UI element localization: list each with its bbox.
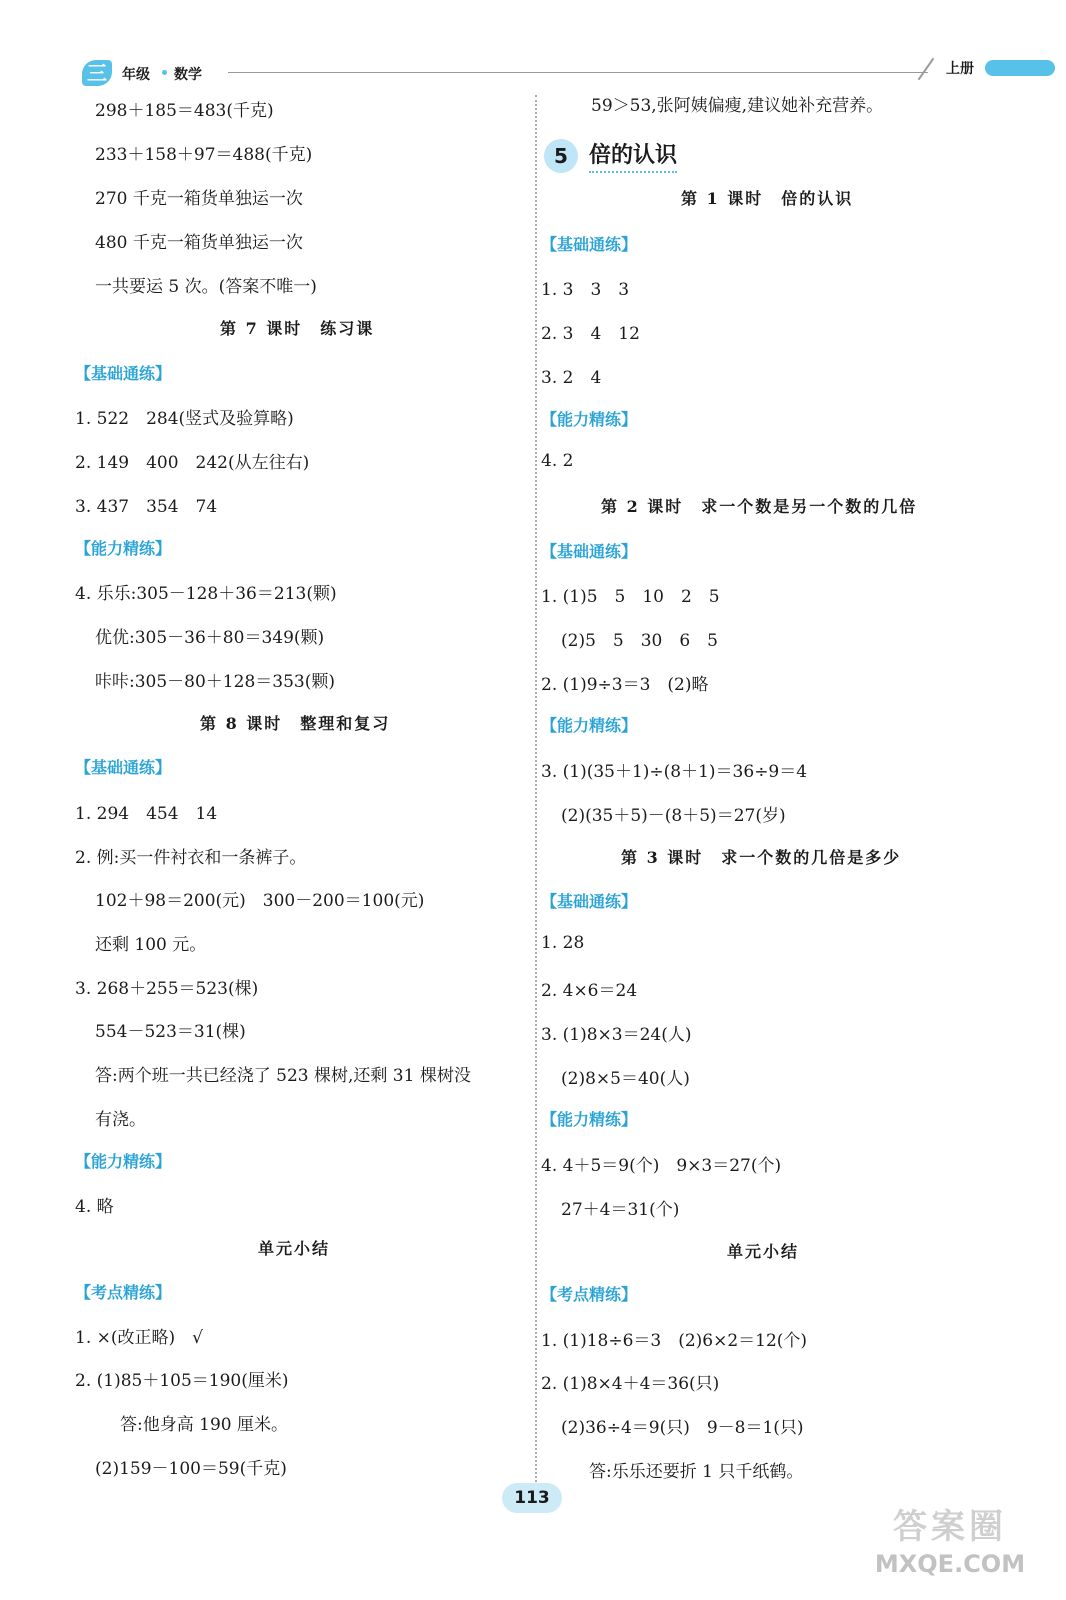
answer-line: 4. 2 [541,451,574,471]
header-slash [918,58,935,80]
section-tag: 【考点精练】 [541,1285,638,1304]
volume-label: 上册 [946,61,974,77]
answer-line: 1. 294 454 14 [75,804,218,824]
watermark-url: MXQE.COM [874,1550,1026,1578]
answer-line: 2. (1)8×4＋4＝36(只) [541,1374,720,1394]
answer-line: 有浇。 [95,1110,146,1130]
section-tag: 【基础通练】 [75,758,172,777]
answer-line: 2. 149 400 242(从左往右) [75,453,310,473]
answer-line: 270 千克一箱货单独运一次 [95,189,303,209]
answer-line: 1. (1)5 5 10 2 5 [541,587,720,607]
answer-line: 2. 例:买一件衬衣和一条裤子。 [75,848,307,868]
answer-line: 3. (1)8×3＝24(人) [541,1025,692,1045]
answer-line: 1. (1)18÷6＝3 (2)6×2＝12(个) [541,1331,808,1351]
answer-line: 59＞53,张阿姨偏瘦,建议她补充营养。 [591,96,884,116]
answer-line: 298＋185＝483(千克) [95,101,274,121]
watermark-logo: 答案圈 [893,1507,1007,1547]
section-tag: 【考点精练】 [75,1283,172,1302]
lesson-title: 第 2 课时 求一个数是另一个数的几倍 [601,497,918,516]
lesson-title: 第 8 课时 整理和复习 [200,714,391,733]
answer-line: 答:乐乐还要折 1 只千纸鹤。 [589,1462,804,1482]
section-tag: 【基础通练】 [541,892,638,911]
section-tag: 【能力精练】 [541,1110,638,1129]
answer-line: 3. (1)(35＋1)÷(8＋1)＝36÷9＝4 [541,762,808,782]
answer-line: (2)(35＋5)－(8＋5)＝27(岁) [561,806,786,826]
section-tag: 【能力精练】 [541,410,638,429]
answer-line: 4. 乐乐:305－128＋36＝213(颗) [75,584,337,604]
unit-number-badge: 5 [544,139,578,173]
answer-line: (2)159－100＝59(千克) [95,1459,287,1479]
answer-line: 优优:305－36＋80＝349(颗) [95,628,325,648]
answer-line: 102＋98＝200(元) 300－200＝100(元) [95,891,425,911]
answer-line: 3. 437 354 74 [75,497,218,517]
answer-line: 1. 3 3 3 [541,280,630,300]
answer-line: 2. (1)9÷3＝3 (2)略 [541,675,709,695]
answer-line: 2. 4×6＝24 [541,981,638,1001]
unit-summary-title: 单元小结 [258,1239,331,1258]
answer-line: 27＋4＝31(个) [561,1200,680,1220]
page-header [70,56,1000,90]
answer-line: 2. (1)85＋105＝190(厘米) [75,1371,289,1391]
grade-label: 年级 [122,67,150,83]
answer-line: 1. 28 [541,933,585,953]
answer-line: (2)5 5 30 6 5 [561,631,718,651]
unit-title: 倍的认识 [589,138,677,173]
section-tag: 【基础通练】 [541,542,638,561]
lesson-title: 第 7 课时 练习课 [220,319,375,338]
answer-line: 3. 2 4 [541,368,602,388]
answer-line: (2)8×5＝40(人) [561,1069,690,1089]
header-rule [228,72,928,73]
answer-line: 1. ×(改正略) √ [75,1328,203,1348]
brand-badge [985,60,1055,76]
lesson-title: 第 1 课时 倍的认识 [681,189,854,208]
answer-line: 还剩 100 元。 [95,935,207,955]
answer-line: 554－523＝31(棵) [95,1022,246,1042]
answer-line: 答:两个班一共已经浇了 523 棵树,还剩 31 棵树没 [95,1066,471,1086]
section-tag: 【能力精练】 [541,716,638,735]
answer-line: 1. 522 284(竖式及验算略) [75,409,294,429]
separator-dot [162,70,167,75]
answer-line: 2. 3 4 12 [541,324,640,344]
section-tag: 【能力精练】 [75,1152,172,1171]
watermark [870,1505,1030,1585]
grade-badge: 三 [82,60,112,86]
answer-line: 233＋158＋97＝488(千克) [95,145,313,165]
answer-line: 一共要运 5 次。(答案不唯一) [95,277,317,297]
section-tag: 【基础通练】 [75,364,172,383]
answer-line: 答:他身高 190 厘米。 [120,1415,288,1435]
lesson-title: 第 3 课时 求一个数的几倍是多少 [621,848,902,867]
answer-line: (2)36÷4＝9(只) 9－8＝1(只) [561,1418,804,1438]
answer-line: 3. 268＋255＝523(棵) [75,979,259,999]
section-tag: 【能力精练】 [75,539,172,558]
column-divider [535,95,537,1490]
section-tag: 【基础通练】 [541,235,638,254]
page-number: 113 [502,1483,562,1513]
answer-line: 480 千克一箱货单独运一次 [95,233,303,253]
answer-line: 咔咔:305－80＋128＝353(颗) [95,672,335,692]
unit-summary-title: 单元小结 [727,1242,800,1261]
answer-line: 4. 略 [75,1197,114,1217]
answer-line: 4. 4＋5＝9(个) 9×3＝27(个) [541,1156,782,1176]
subject-label: 数学 [174,67,202,83]
